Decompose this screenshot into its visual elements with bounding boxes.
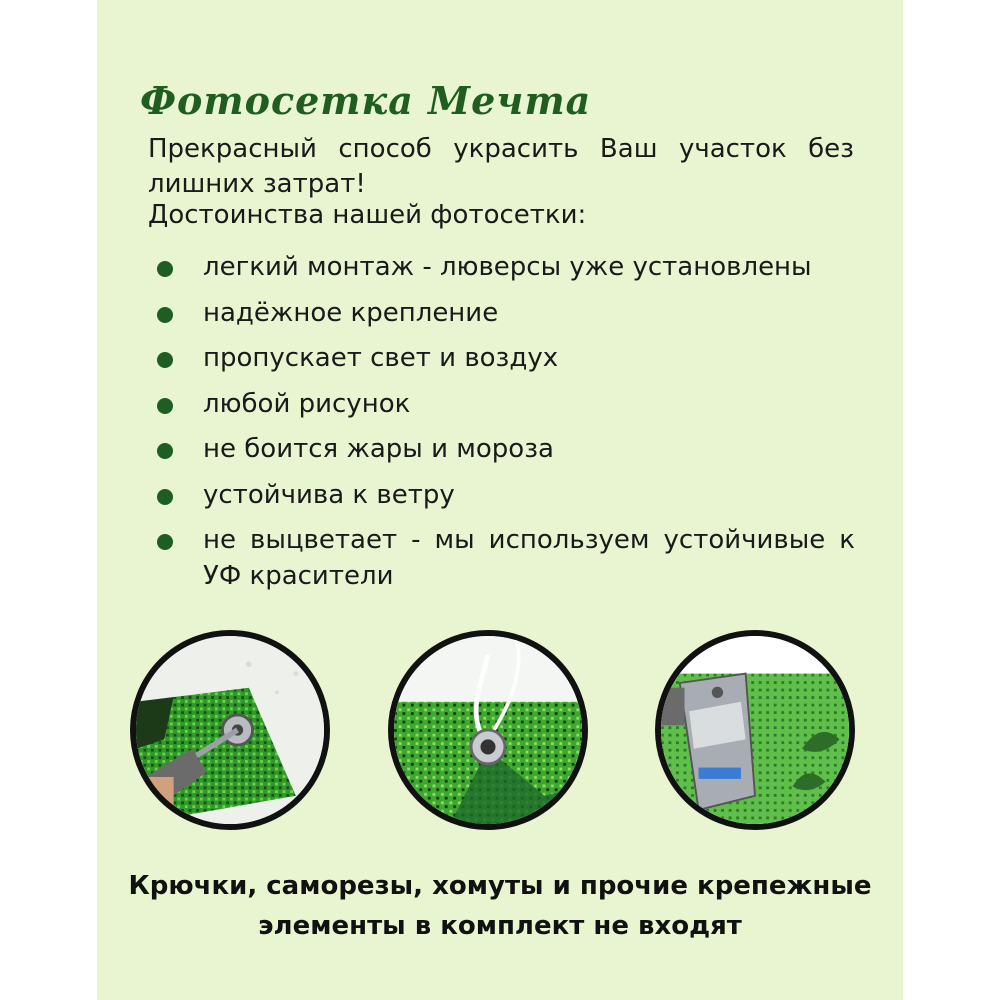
feature-text: пропускает свет и воздух bbox=[203, 343, 559, 373]
list-item bbox=[155, 250, 855, 286]
bullet-icon bbox=[157, 443, 173, 459]
photo-stapler-illustration bbox=[661, 636, 849, 824]
features-list bbox=[155, 250, 855, 604]
bullet-icon bbox=[157, 534, 173, 550]
photo-stapler bbox=[655, 630, 855, 830]
bullet-icon bbox=[157, 307, 173, 323]
list-item bbox=[155, 387, 855, 423]
intro-text: Прекрасный способ украсить Ваш участок без лишних затрат! bbox=[148, 134, 854, 199]
list-item bbox=[155, 341, 855, 377]
feature-text: не боится жары и мороза bbox=[203, 434, 554, 464]
bullet-icon bbox=[157, 489, 173, 505]
list-item bbox=[155, 478, 855, 514]
list-item bbox=[155, 296, 855, 332]
footer-line-2: элементы в комплект не входят bbox=[258, 911, 742, 941]
photo-screwdriver-illustration bbox=[136, 636, 324, 824]
bullet-icon bbox=[157, 352, 173, 368]
feature-text: не выцветает - мы используем устойчивые к УФ красители bbox=[203, 525, 855, 591]
bullet-icon bbox=[157, 261, 173, 277]
feature-text: любой рисунок bbox=[203, 388, 411, 419]
photo-screwdriver bbox=[130, 630, 330, 830]
list-item bbox=[155, 523, 855, 594]
photo-grommet-illustration bbox=[394, 636, 582, 824]
footer-line-1: Крючки, саморезы, хомуты и прочие крепежные bbox=[128, 871, 872, 901]
photo-grommet bbox=[388, 630, 588, 830]
feature-text: устойчива к ветру bbox=[203, 479, 455, 510]
bullet-icon bbox=[157, 398, 173, 414]
list-item bbox=[155, 432, 855, 468]
footer-note bbox=[100, 866, 900, 946]
page-title: Фотосетка Мечта bbox=[140, 78, 592, 123]
feature-text: надёжное крепление bbox=[203, 297, 499, 328]
features-heading: Достоинства нашей фотосетки: bbox=[148, 200, 587, 230]
feature-text: легкий монтаж - люверсы уже установлены bbox=[203, 252, 812, 282]
